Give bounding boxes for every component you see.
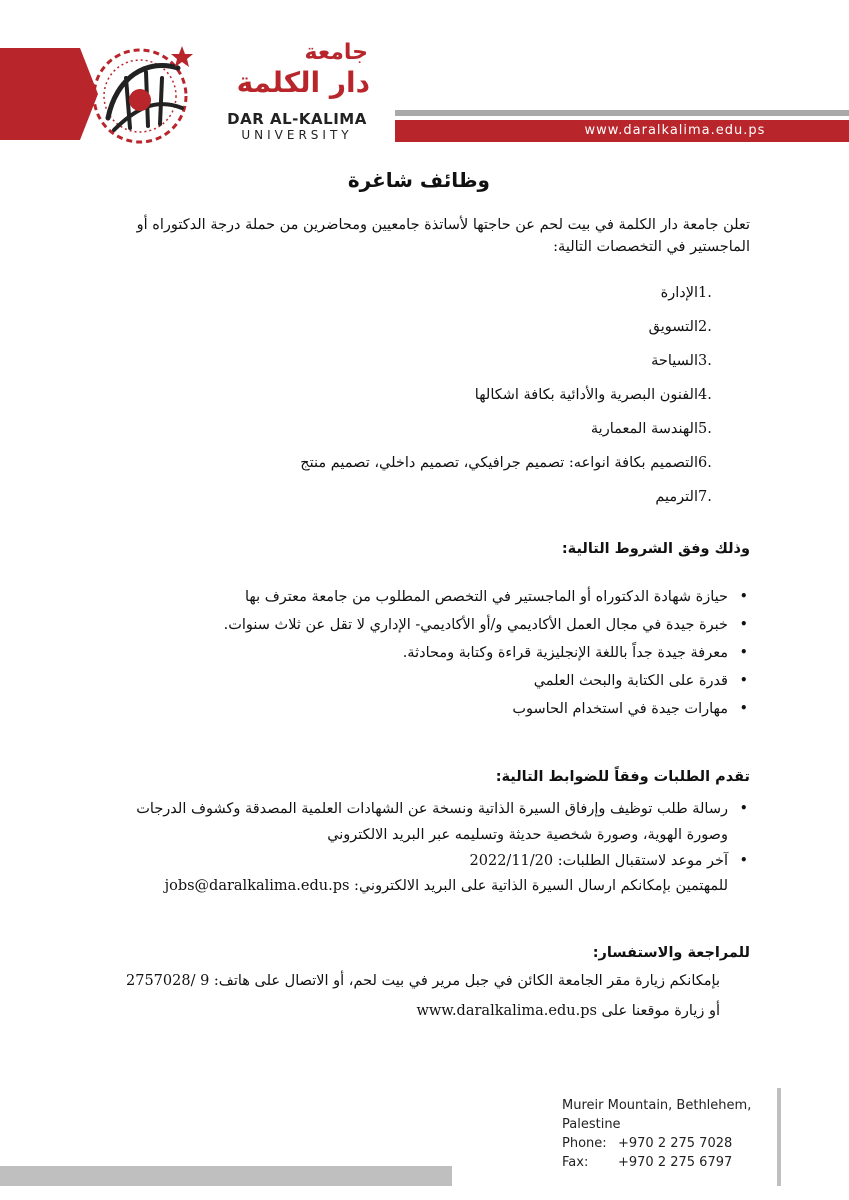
header-red-band-left	[0, 48, 80, 140]
apply-list	[100, 796, 750, 874]
header-gray-band	[395, 110, 849, 116]
list-item: • آخر موعد لاستقبال الطلبات: 2022/11/20	[100, 848, 750, 874]
list-item: 6. التصميم بكافة انواعه: تصميم جرافيكي، تصميم داخلي، تصميم منتج	[300, 455, 712, 471]
footer-divider	[777, 1088, 781, 1186]
list-item: • خبرة جيدة في مجال العمل الأكاديمي و/أو الأكاديمي- الإداري لا تقل عن ثلاث سنوات.	[100, 614, 750, 642]
list-item: 1. الإدارة	[660, 285, 712, 301]
list-item: 3. السياحة	[651, 353, 712, 369]
logo-english-name: DAR AL-KALIMA	[227, 110, 367, 128]
header-website[interactable]: www.daralkalima.edu.ps	[584, 123, 766, 138]
conditions-list	[100, 586, 750, 726]
footer-address-line2: Palestine	[562, 1117, 621, 1132]
apply-heading: تقدم الطلبات وفقاً للضوابط التالية:	[495, 769, 750, 785]
list-item: 2. التسويق	[648, 319, 712, 335]
contact-line-visit: بإمكانكم زيارة مقر الجامعة الكائن في جبل مرير في بيت لحم، أو الاتصال على هاتف: 9 /2757028	[126, 973, 720, 989]
page-title: وظائف شاغرة	[347, 168, 490, 192]
list-item: • معرفة جيدة جداً باللغة الإنجليزية قراءة وكتابة ومحادثة.	[100, 642, 750, 670]
conditions-heading: وذلك وفق الشروط التالية:	[561, 541, 750, 557]
list-item: 4. الفنون البصرية والأدائية بكافة اشكالها	[474, 387, 712, 403]
university-emblem-icon	[86, 38, 198, 150]
list-item: • حيازة شهادة الدكتوراه أو الماجستير في التخصص المطلوب من جامعة معترف بها	[100, 586, 750, 614]
list-item: • مهارات جيدة في استخدام الحاسوب	[100, 698, 750, 726]
footer-fax-value: +970 2 275 6797	[618, 1155, 733, 1170]
footer-fax-label: Fax:	[562, 1155, 589, 1170]
footer-phone-label: Phone:	[562, 1136, 607, 1151]
footer-phone-value: +970 2 275 7028	[618, 1136, 733, 1151]
footer-address	[562, 1096, 772, 1172]
intro-paragraph: تعلن جامعة دار الكلمة في بيت لحم عن حاجتها لأساتذة جامعيين ومحاضرين من حملة درجة الدكتوراه أو الماجستير في التخصصات التالية:	[136, 217, 750, 255]
footer-address-line1: Mureir Mountain, Bethlehem,	[562, 1098, 752, 1113]
contact-heading: للمراجعة والاستفسار:	[592, 945, 750, 961]
list-item: 5. الهندسة المعمارية	[590, 421, 712, 437]
footer-fax	[562, 1153, 772, 1172]
contact-block	[80, 966, 720, 1026]
list-item: • قدرة على الكتابة والبحث العلمي	[100, 670, 750, 698]
footer-phone	[562, 1134, 772, 1153]
logo-arabic-name: دار الكلمة	[236, 66, 370, 99]
list-item: • رسالة طلب توظيف وإرفاق السيرة الذاتية ونسخة عن الشهادات العلمية المصدقة وكشوف الدرجات وصورة الهوية، وصورة شخصية حديثة وتسليمه عبر البريد الالكتروني	[100, 796, 750, 848]
apply-email-line: للمهتمين بإمكانكم ارسال السيرة الذاتية على البريد الالكتروني: jobs@daralkalima.edu.ps	[164, 878, 728, 894]
footer-gray-bar	[0, 1166, 452, 1186]
logo-arabic-university: جامعة	[304, 40, 368, 65]
logo-english-university: UNIVERSITY	[241, 128, 353, 142]
contact-line-website: أو زيارة موقعنا على www.daralkalima.edu.ps	[416, 1003, 720, 1019]
specializations-list	[220, 282, 720, 520]
list-item: 7. الترميم	[655, 489, 712, 505]
